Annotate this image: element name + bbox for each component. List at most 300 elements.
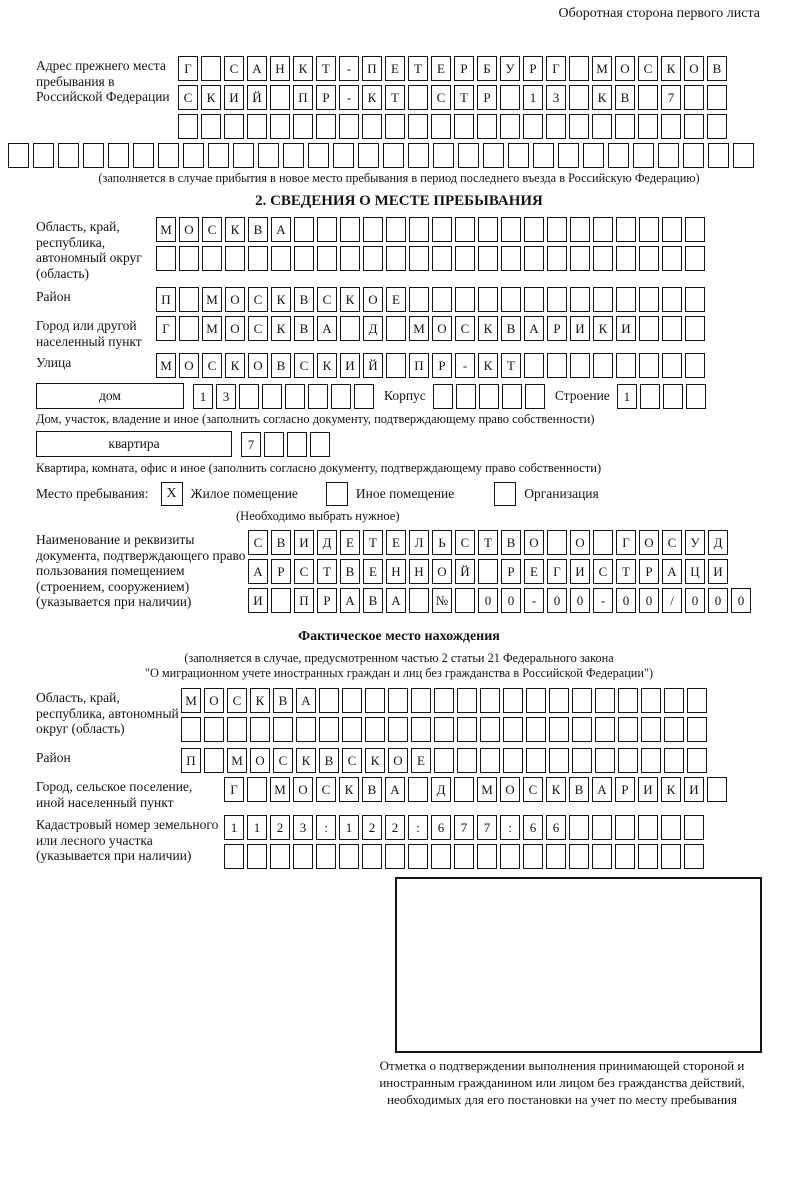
char-box — [296, 717, 316, 742]
char-box — [638, 114, 658, 139]
char-box — [685, 353, 705, 378]
char-box — [224, 844, 244, 869]
char-box — [340, 217, 360, 242]
house-caption: Дом, участок, владение и иное (заполнить согласно документу, подтверждающему право собственности) — [36, 412, 595, 427]
char-box: Г — [156, 316, 176, 341]
char-box — [662, 246, 682, 271]
char-box — [685, 217, 705, 242]
char-box: О — [225, 316, 245, 341]
city-actual-label: Город, сельское поселение, иной населенный пункт — [36, 779, 193, 810]
char-box: Р — [501, 559, 521, 584]
char-box: О — [570, 530, 590, 555]
char-box: П — [362, 56, 382, 81]
char-box: 0 — [570, 588, 590, 613]
char-box: - — [339, 85, 359, 110]
char-box — [258, 143, 279, 168]
char-box: С — [178, 85, 198, 110]
char-box: Р — [454, 56, 474, 81]
char-box: А — [386, 588, 406, 613]
char-box — [662, 287, 682, 312]
char-box — [270, 844, 290, 869]
char-box — [333, 143, 354, 168]
char-box: А — [247, 56, 267, 81]
char-box — [686, 384, 706, 409]
char-box — [500, 114, 520, 139]
char-box: В — [294, 316, 314, 341]
char-box — [456, 384, 476, 409]
char-box: Г — [224, 777, 244, 802]
char-box: Ь — [432, 530, 452, 555]
char-box — [687, 717, 707, 742]
char-box — [386, 316, 406, 341]
char-box — [502, 384, 522, 409]
char-box: - — [524, 588, 544, 613]
char-box — [411, 688, 431, 713]
char-box: Г — [547, 559, 567, 584]
char-box — [638, 844, 658, 869]
char-box: Д — [708, 530, 728, 555]
char-box — [503, 717, 523, 742]
field-document — [36, 530, 762, 613]
char-box — [383, 143, 404, 168]
document-row-3 — [248, 588, 754, 613]
char-box: Р — [271, 559, 291, 584]
confirmation-caption: Отметка о подтверждении выполнения принимающей стороной и иностранным гражданином или лицом без гражданства действий, необходимых для его постановки на учет по месту пребывания — [379, 1058, 745, 1107]
char-box — [386, 353, 406, 378]
char-box — [708, 143, 729, 168]
char-box: Г — [178, 56, 198, 81]
char-box — [340, 246, 360, 271]
char-box: С — [455, 530, 475, 555]
char-box — [133, 143, 154, 168]
char-box — [662, 316, 682, 341]
char-box — [569, 844, 589, 869]
char-box: 3 — [216, 384, 236, 409]
field-city-actual — [36, 777, 762, 810]
char-box — [385, 844, 405, 869]
char-box — [685, 287, 705, 312]
char-box: Р — [615, 777, 635, 802]
char-box: О — [684, 56, 704, 81]
char-box — [664, 748, 684, 773]
char-box — [179, 287, 199, 312]
char-box: Е — [524, 559, 544, 584]
char-box — [595, 717, 615, 742]
char-box — [639, 287, 659, 312]
char-box — [293, 114, 313, 139]
char-box: П — [409, 353, 429, 378]
char-box: Г — [616, 530, 636, 555]
char-box — [549, 688, 569, 713]
char-box: П — [181, 748, 201, 773]
region-label: Область, край, республика, автономный округ (область) — [36, 219, 142, 281]
char-box — [408, 143, 429, 168]
char-box — [271, 246, 291, 271]
prev-address-note: (заполняется в случае прибытия в новое место пребывания в период последнего въезда в Российскую Федерацию) — [98, 171, 700, 185]
char-box — [639, 217, 659, 242]
char-box — [408, 777, 428, 802]
char-box — [664, 688, 684, 713]
char-box: О — [248, 353, 268, 378]
char-box — [202, 246, 222, 271]
char-box: К — [225, 217, 245, 242]
char-box — [386, 246, 406, 271]
char-box — [616, 353, 636, 378]
char-box — [294, 217, 314, 242]
char-box — [201, 114, 221, 139]
char-box — [319, 688, 339, 713]
char-box: И — [570, 316, 590, 341]
char-box: С — [316, 777, 336, 802]
char-box: М — [202, 316, 222, 341]
document-row-1 — [248, 530, 754, 555]
char-box: О — [500, 777, 520, 802]
char-box: С — [294, 353, 314, 378]
char-box — [640, 384, 660, 409]
option-residential-label: Жилое помещение — [190, 486, 298, 502]
char-box: 2 — [270, 815, 290, 840]
field-cadastral — [36, 815, 762, 869]
char-box: К — [478, 353, 498, 378]
char-box — [294, 246, 314, 271]
char-box: О — [363, 287, 383, 312]
char-box — [570, 287, 590, 312]
char-box — [641, 688, 661, 713]
char-box — [362, 844, 382, 869]
char-box — [547, 287, 567, 312]
char-box: 3 — [546, 85, 566, 110]
char-box: П — [294, 588, 314, 613]
char-box: В — [271, 530, 291, 555]
char-box — [208, 143, 229, 168]
char-box: В — [271, 353, 291, 378]
char-box: У — [500, 56, 520, 81]
char-box: 1 — [617, 384, 637, 409]
stay-type-row — [36, 482, 762, 506]
char-box — [483, 143, 504, 168]
char-box: П — [156, 287, 176, 312]
char-box — [409, 588, 429, 613]
char-box — [639, 353, 659, 378]
char-box: Т — [317, 559, 337, 584]
checkbox-organization — [494, 482, 516, 506]
char-box: К — [362, 85, 382, 110]
char-box — [501, 287, 521, 312]
char-box: С — [455, 316, 475, 341]
char-box: О — [639, 530, 659, 555]
char-box — [662, 217, 682, 242]
char-box — [661, 114, 681, 139]
char-box — [593, 353, 613, 378]
char-box — [570, 217, 590, 242]
char-box: 7 — [477, 815, 497, 840]
char-box — [500, 844, 520, 869]
house-row — [36, 383, 762, 409]
char-box: С — [202, 217, 222, 242]
char-box: М — [477, 777, 497, 802]
region-actual-label: Область, край, республика, автономный округ (область) — [36, 690, 179, 737]
char-box — [664, 717, 684, 742]
char-box: В — [319, 748, 339, 773]
char-box — [340, 316, 360, 341]
char-box — [526, 688, 546, 713]
char-box: М — [409, 316, 429, 341]
char-box — [408, 114, 428, 139]
char-box: Й — [247, 85, 267, 110]
char-box: С — [662, 530, 682, 555]
section2-title: 2. СВЕДЕНИЯ О МЕСТЕ ПРЕБЫВАНИЯ — [255, 193, 543, 209]
char-box — [615, 815, 635, 840]
char-box: К — [592, 85, 612, 110]
char-box — [432, 217, 452, 242]
char-box — [661, 815, 681, 840]
char-box — [569, 56, 589, 81]
char-box — [638, 815, 658, 840]
char-box — [431, 844, 451, 869]
checkbox-residential: X — [161, 482, 183, 506]
prev-address-row-3 — [178, 114, 730, 139]
option-organization-label: Организация — [524, 486, 599, 502]
char-box — [308, 384, 328, 409]
char-box — [508, 143, 529, 168]
char-box — [616, 287, 636, 312]
char-box — [248, 246, 268, 271]
stroenie-cells — [617, 384, 709, 409]
char-box — [685, 246, 705, 271]
char-box: И — [224, 85, 244, 110]
char-box: С — [248, 316, 268, 341]
char-box: А — [248, 559, 268, 584]
char-box — [524, 246, 544, 271]
char-box: Т — [316, 56, 336, 81]
char-box — [547, 246, 567, 271]
char-box: С — [638, 56, 658, 81]
char-box: С — [317, 287, 337, 312]
char-box — [386, 217, 406, 242]
char-box: Н — [386, 559, 406, 584]
char-box: В — [569, 777, 589, 802]
char-box — [616, 217, 636, 242]
char-box — [733, 143, 754, 168]
char-box: Е — [411, 748, 431, 773]
char-box — [547, 530, 567, 555]
cadastral-row-2 — [224, 844, 707, 869]
region-actual-row-2 — [181, 717, 710, 742]
char-box: К — [661, 777, 681, 802]
char-box: Й — [455, 559, 475, 584]
char-box — [500, 85, 520, 110]
char-box — [342, 717, 362, 742]
char-box: 1 — [224, 815, 244, 840]
char-box: К — [339, 777, 359, 802]
char-box — [183, 143, 204, 168]
char-box — [569, 85, 589, 110]
char-box — [687, 688, 707, 713]
char-box — [108, 143, 129, 168]
char-box — [638, 85, 658, 110]
char-box: 0 — [685, 588, 705, 613]
char-box: О — [293, 777, 313, 802]
char-box — [454, 777, 474, 802]
char-box — [526, 748, 546, 773]
char-box — [408, 844, 428, 869]
char-box: Е — [386, 287, 406, 312]
char-box: К — [271, 316, 291, 341]
char-box — [457, 717, 477, 742]
char-box — [480, 688, 500, 713]
char-box — [270, 114, 290, 139]
stay-type-label: Место пребывания: — [36, 486, 149, 502]
char-box — [572, 717, 592, 742]
char-box: А — [317, 316, 337, 341]
char-box: Н — [409, 559, 429, 584]
char-box — [593, 217, 613, 242]
char-box — [572, 688, 592, 713]
char-box — [365, 688, 385, 713]
char-box: Р — [523, 56, 543, 81]
char-box: А — [271, 217, 291, 242]
char-box — [247, 114, 267, 139]
char-box: Т — [616, 559, 636, 584]
char-box — [618, 688, 638, 713]
char-box — [247, 844, 267, 869]
field-region — [36, 217, 762, 281]
char-box — [285, 384, 305, 409]
char-box — [408, 85, 428, 110]
char-box: И — [684, 777, 704, 802]
char-box: 7 — [661, 85, 681, 110]
char-box — [317, 246, 337, 271]
char-box: С — [202, 353, 222, 378]
char-box: М — [592, 56, 612, 81]
char-box — [319, 717, 339, 742]
char-box — [293, 844, 313, 869]
char-box — [316, 114, 336, 139]
house-type-box: дом — [36, 383, 184, 409]
char-box: Д — [363, 316, 383, 341]
char-box — [247, 777, 267, 802]
char-box: 1 — [339, 815, 359, 840]
char-box — [363, 246, 383, 271]
char-box: Е — [386, 530, 406, 555]
checkbox-other-premises — [326, 482, 348, 506]
char-box — [523, 844, 543, 869]
char-box: Д — [431, 777, 451, 802]
page-corner-note: Оборотная сторона первого листа — [558, 6, 760, 21]
char-box: С — [224, 56, 244, 81]
char-box — [547, 217, 567, 242]
char-box: К — [317, 353, 337, 378]
char-box — [592, 844, 612, 869]
char-box — [639, 316, 659, 341]
char-box — [569, 815, 589, 840]
char-box: А — [385, 777, 405, 802]
field-street — [36, 353, 762, 378]
char-box — [501, 246, 521, 271]
street-row — [156, 353, 708, 378]
char-box: Е — [431, 56, 451, 81]
char-box — [354, 384, 374, 409]
char-box — [593, 530, 613, 555]
char-box — [523, 114, 543, 139]
char-box — [684, 815, 704, 840]
char-box — [358, 143, 379, 168]
char-box — [707, 777, 727, 802]
char-box: К — [478, 316, 498, 341]
char-box: К — [271, 287, 291, 312]
char-box — [661, 844, 681, 869]
prev-address-row-4 — [8, 143, 762, 168]
char-box — [658, 143, 679, 168]
char-box — [549, 717, 569, 742]
char-box — [503, 688, 523, 713]
field-district-actual — [36, 748, 762, 773]
char-box — [316, 844, 336, 869]
char-box: М — [181, 688, 201, 713]
char-box — [707, 114, 727, 139]
char-box — [178, 114, 198, 139]
char-box — [432, 246, 452, 271]
char-box: К — [201, 85, 221, 110]
char-box: С — [227, 688, 247, 713]
char-box: А — [524, 316, 544, 341]
char-box: К — [340, 287, 360, 312]
char-box — [83, 143, 104, 168]
char-box: А — [592, 777, 612, 802]
char-box — [179, 316, 199, 341]
char-box: Т — [454, 85, 474, 110]
char-box — [569, 114, 589, 139]
char-box — [457, 748, 477, 773]
char-box — [684, 85, 704, 110]
char-box — [525, 384, 545, 409]
char-box — [526, 717, 546, 742]
char-box: И — [294, 530, 314, 555]
char-box: Т — [478, 530, 498, 555]
char-box — [663, 384, 683, 409]
char-box: Д — [317, 530, 337, 555]
char-box: 7 — [241, 432, 261, 457]
char-box: 6 — [546, 815, 566, 840]
char-box: О — [204, 688, 224, 713]
char-box — [478, 559, 498, 584]
city-row — [156, 316, 708, 341]
char-box — [618, 748, 638, 773]
char-box — [388, 717, 408, 742]
char-box — [262, 384, 282, 409]
char-box: К — [365, 748, 385, 773]
char-box — [365, 717, 385, 742]
char-box: 0 — [501, 588, 521, 613]
char-box: 0 — [616, 588, 636, 613]
char-box — [477, 114, 497, 139]
char-box — [58, 143, 79, 168]
char-box — [524, 217, 544, 242]
char-box: 0 — [639, 588, 659, 613]
char-box: П — [293, 85, 313, 110]
char-box: И — [570, 559, 590, 584]
char-box — [455, 246, 475, 271]
char-box: М — [202, 287, 222, 312]
char-box: Г — [546, 56, 566, 81]
char-box: 7 — [454, 815, 474, 840]
region-row-1 — [156, 217, 708, 242]
district-row — [156, 287, 708, 312]
char-box: Т — [501, 353, 521, 378]
char-box — [233, 143, 254, 168]
char-box: : — [408, 815, 428, 840]
stay-type-note: (Необходимо выбрать нужное) — [236, 509, 400, 524]
